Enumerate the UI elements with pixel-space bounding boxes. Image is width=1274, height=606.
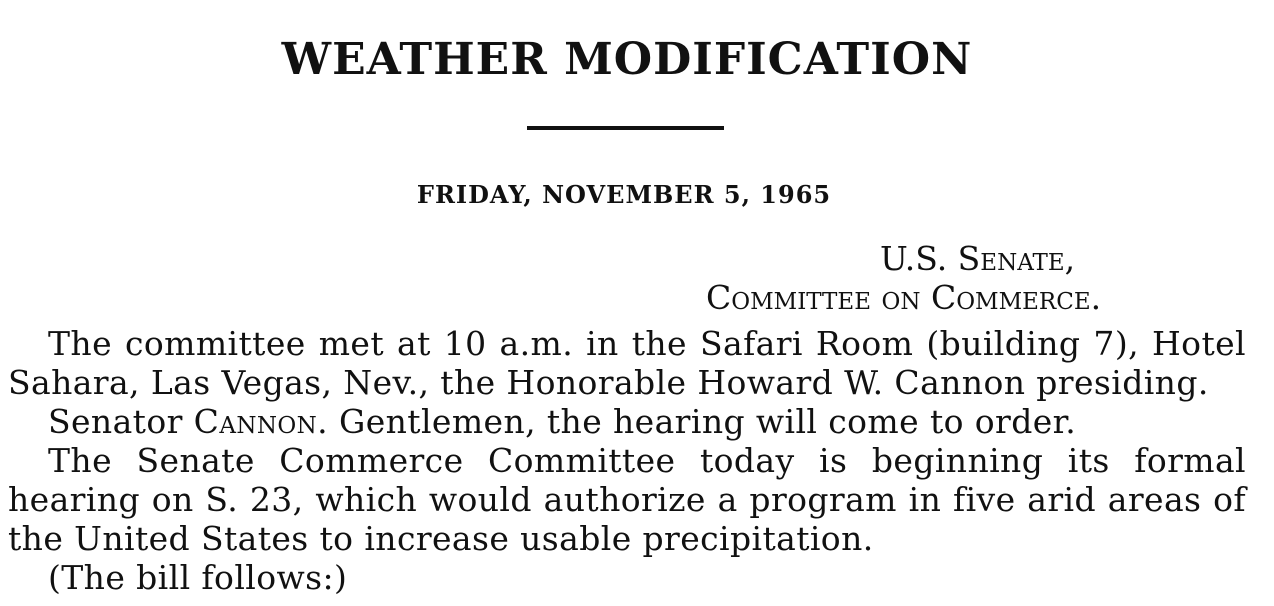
speaker-prefix: Senator — [48, 402, 194, 441]
address-senate: U.S. Senate, — [880, 239, 1076, 278]
speaker-name: Cannon — [193, 402, 318, 441]
document-title: WEATHER MODIFICATION — [281, 34, 973, 85]
paragraph-bill-follows-partial: (The bill follows:) — [48, 558, 348, 597]
hearing-date: FRIDAY, NOVEMBER 5, 1965 — [416, 180, 832, 209]
paragraph-opening: The committee met at 10 a.m. in the Safari Room (building 7), Hotel Sahara, Las Vegas, Nev., the Honorable Howard W. Cannon presiding. — [8, 324, 1246, 402]
body-text — [8, 324, 1246, 597]
paragraph-committee-hearing: The Senate Commerce Committee today is beginning its formal hearing on S. 23, which would authorize a program in five arid areas of the United States to increase usable precipitation. — [8, 441, 1246, 558]
paragraph-senator-cannon — [8, 402, 1246, 441]
title-divider — [527, 126, 724, 130]
speaker-statement: . Gentlemen, the hearing will come to order. — [317, 402, 1077, 441]
address-committee: Committee on Commerce. — [706, 278, 1102, 317]
